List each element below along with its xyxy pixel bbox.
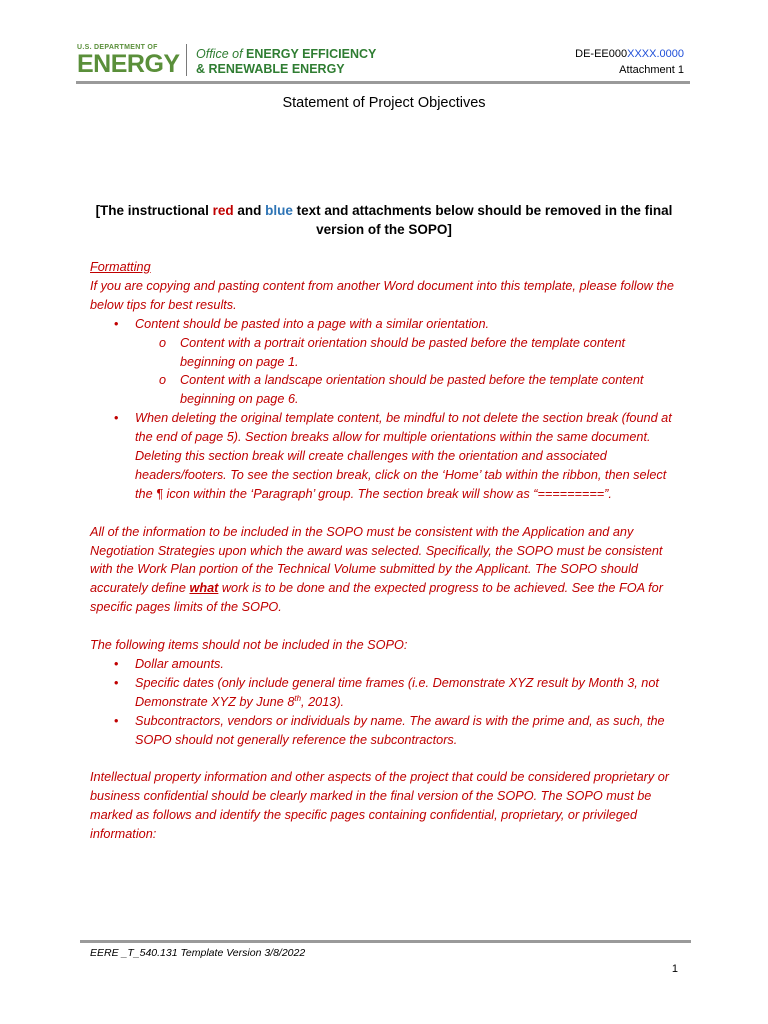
award-prefix: DE-EE000 [575, 48, 628, 60]
list-item [90, 674, 682, 712]
exclusions-intro: The following items should not be included in the SOPO: [90, 638, 408, 653]
list-item [90, 315, 682, 410]
exclusions-list [90, 655, 682, 750]
ip-paragraph: Intellectual property information and other aspects of the project that could be considered proprietary or business confidential should be clearly marked in the final version of the SOPO. The SOPO must be marked as follows and identify the specific pages containing confidential, proprietary, or privileged information: [90, 770, 670, 842]
list-item-text: Dollar amounts. [135, 657, 224, 671]
consistency-before: All of the information to be included in the SOPO must be consistent with the Application and any Negotiation Strategies upon which the award was selected. Specifically, the SOPO must be consistent with the Work Plan portion of the Technical Volume submitted by the Applicant. The SOPO should accurately define [90, 524, 663, 596]
consistency-paragraph [90, 523, 682, 618]
header-divider [76, 81, 690, 84]
formatting-list [90, 315, 682, 504]
list-item [90, 371, 682, 409]
instruction-part2: and [233, 203, 266, 218]
list-item-text: When deleting the original template content, be mindful to not delete the section break (found at the end of page 5). Section breaks allow for multiple orientations within the same document. Deleting this section break will create challenges with the orientation and associated headers/footers. To see the section break, click on the ‘Home’ tab within the ribbon, then select the ¶ icon within the ‘Paragraph’ group. The section break will show as “=========”. [135, 411, 672, 501]
formatting-sublist [135, 334, 682, 410]
page-number: 1 [671, 963, 678, 975]
instruction-blue-word: blue [265, 203, 293, 218]
page-title: Statement of Project Objectives [282, 95, 486, 111]
list-item-text: Content with a portrait orientation should be pasted before the template content beginning on page 1. [180, 335, 626, 369]
instruction-note [90, 201, 678, 239]
text-before: Specific dates (only include general time frames (i.e. Demonstrate XYZ result by Month 3, not Demonstrate XYZ by June 8 [135, 675, 659, 709]
instruction-part1: [The instructional [95, 203, 213, 218]
logo-office-line2: & RENEWABLE ENERGY [196, 62, 345, 76]
logo-office-line1: ENERGY EFFICIENCY [246, 47, 377, 61]
list-item-text: Content with a landscape orientation should be pasted before the template content beginning on page 6. [180, 373, 644, 407]
footer-divider [80, 940, 691, 943]
list-item [90, 409, 682, 504]
footer-template-version: EERE _T_540.131 Template Version 3/8/2022 [90, 947, 306, 959]
ordinal-suffix: th [294, 693, 302, 703]
formatting-heading: Formatting [90, 260, 151, 274]
bullet-icon: • [114, 657, 119, 671]
text-after: , 2013). [301, 694, 345, 709]
bullet-icon: • [114, 713, 119, 728]
document-body [90, 258, 682, 844]
list-item [90, 334, 682, 372]
sub-bullet-icon: o [159, 373, 167, 388]
award-placeholder: XXXX.0000 [627, 48, 684, 60]
header-reference [575, 46, 684, 78]
attachment-label: Attachment 1 [619, 64, 684, 76]
bullet-icon: • [114, 675, 119, 690]
award-number [575, 46, 684, 62]
logo-divider [186, 44, 187, 76]
consistency-after: work is to be done and the expected progress to be achieved. See the FOA for specific pages limits of the SOPO. [90, 581, 663, 615]
logo-office-prefix: Office of [196, 47, 243, 61]
bullet-icon: • [114, 411, 119, 426]
list-item [90, 712, 682, 750]
list-item-text: Content should be pasted into a page with a similar orientation. [135, 316, 490, 331]
logo-dept-line: U.S. DEPARTMENT OF [77, 44, 158, 51]
sub-bullet-icon: o [159, 335, 167, 350]
list-item-text: Subcontractors, vendors or individuals by name. The award is with the prime and, as such, the SOPO should not generally reference the subcontractors. [135, 713, 665, 747]
consistency-emphasis: what [189, 581, 219, 596]
list-item-text [135, 676, 659, 709]
logo-energy-word: ENERGY [77, 50, 180, 78]
instruction-red-word: red [212, 203, 234, 218]
bullet-icon: • [114, 316, 119, 331]
instruction-part3: text and attachments below should be removed in the final version of the SOPO] [292, 203, 673, 237]
formatting-intro: If you are copying and pasting content from another Word document into this template, please follow the below tips for best results. [90, 278, 674, 312]
logo-office-name [196, 47, 376, 77]
list-item [90, 655, 682, 674]
